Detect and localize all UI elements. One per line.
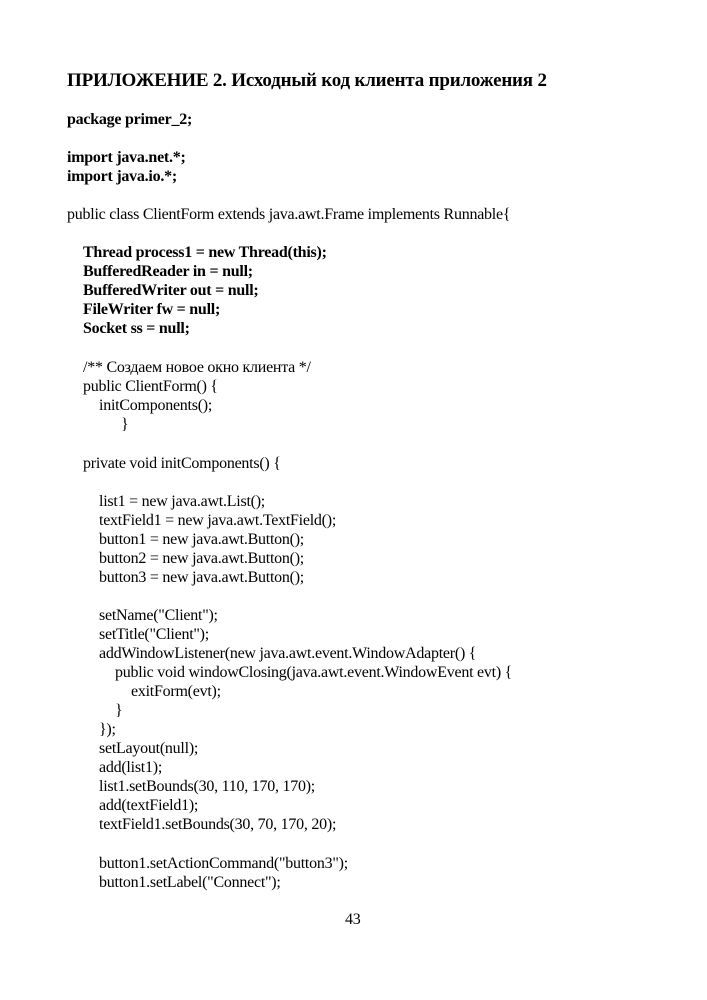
code-line: addWindowListener(new java.awt.event.WindowAdapter() { <box>99 645 477 662</box>
code-line: textField1.setBounds(30, 70, 170, 20); <box>99 816 337 833</box>
page-heading: ПРИЛОЖЕНИЕ 2. Исходный код клиента приложения 2 <box>67 70 547 91</box>
package-line: package primer_2; <box>67 111 193 128</box>
code-line: list1 = new java.awt.List(); <box>99 493 265 510</box>
code-line: public ClientForm() { <box>83 378 218 395</box>
field-line: BufferedReader in = null; <box>83 263 253 280</box>
code-line: setLayout(null); <box>99 740 199 757</box>
code-line: setName("Client"); <box>99 607 218 624</box>
field-line: Thread process1 = new Thread(this); <box>83 244 327 261</box>
code-line: setTitle("Client"); <box>99 626 209 643</box>
code-line: list1.setBounds(30, 110, 170, 170); <box>99 778 315 795</box>
method-declaration: private void initComponents() { <box>83 455 281 472</box>
code-line: } <box>121 416 129 433</box>
field-line: BufferedWriter out = null; <box>83 282 259 299</box>
code-line: button1.setLabel("Connect"); <box>99 874 281 891</box>
field-line: FileWriter fw = null; <box>83 301 221 318</box>
class-declaration: public class ClientForm extends java.awt.Frame implements Runnable{ <box>67 206 511 223</box>
code-line: add(textField1); <box>99 797 199 814</box>
import-line: import java.net.*; <box>67 149 186 166</box>
code-line: add(list1); <box>99 759 163 776</box>
page-number: 43 <box>345 911 361 928</box>
code-line: } <box>115 702 123 719</box>
code-line: button1 = new java.awt.Button(); <box>99 531 304 548</box>
code-line: button2 = new java.awt.Button(); <box>99 550 304 567</box>
code-line: public void windowClosing(java.awt.event.WindowEvent evt) { <box>115 664 513 681</box>
code-comment: /** Создаем новое окно клиента */ <box>83 359 311 376</box>
field-line: Socket ss = null; <box>83 320 190 337</box>
code-line: initComponents(); <box>99 397 213 414</box>
code-line: }); <box>99 721 116 738</box>
import-line: import java.io.*; <box>67 168 177 185</box>
code-line: exitForm(evt); <box>131 683 221 700</box>
code-line: button1.setActionCommand("button3"); <box>99 855 348 872</box>
code-line: textField1 = new java.awt.TextField(); <box>99 512 337 529</box>
code-line: button3 = new java.awt.Button(); <box>99 569 304 586</box>
